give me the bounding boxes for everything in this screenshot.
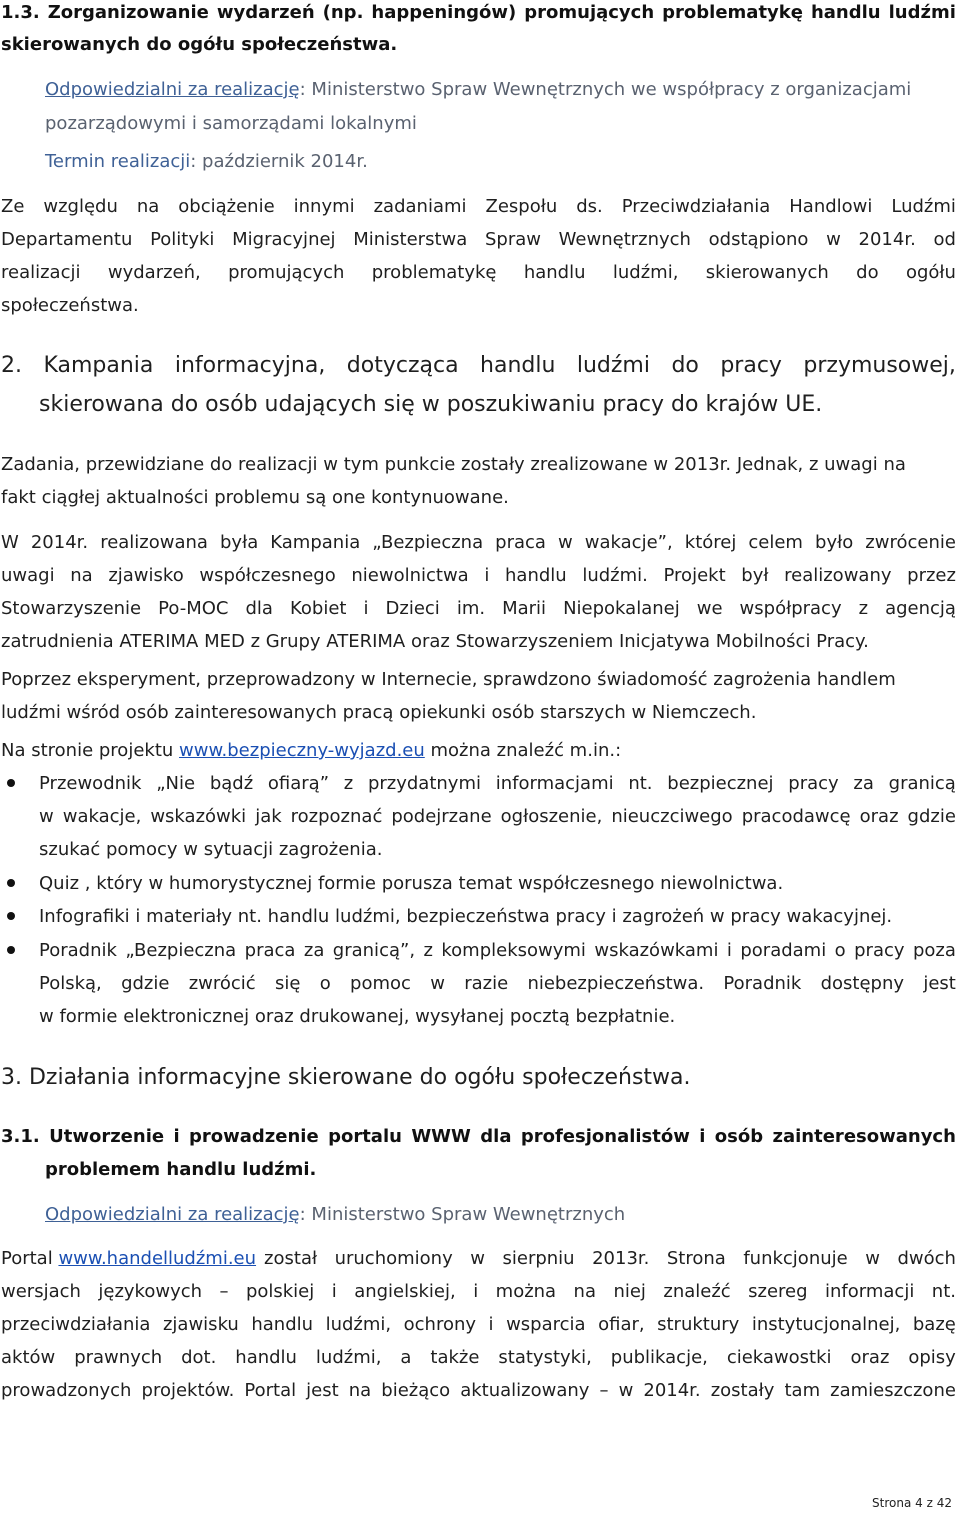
responsible-line — [45, 78, 911, 102]
para-2-2-line1: W 2014r. realizowana była Kampania „Bezpieczna praca w wakacje”, której celem było zwrócenie — [1, 532, 956, 553]
para-2-3-line1: Poprzez eksperyment, przeprowadzony w Internecie, sprawdzono świadomość zagrożenia handlem — [1, 669, 896, 690]
portal-prefix-text: Portal — [1, 1248, 59, 1269]
para-3-1-line1 — [1, 1247, 956, 1271]
responsible-label: Odpowiedzialni za realizację — [45, 79, 300, 100]
para-2-3-line2: ludźmi wśród osób zainteresowanych pracą opiekunki osób starszych w Niemczech. — [1, 702, 757, 723]
para-2-1-line1: Zadania, przewidziane do realizacji w tym punkcie zostały zrealizowane w 2013r. Jednak, z uwagi na — [1, 454, 906, 475]
para-2-2-line4: zatrudnienia ATERIMA MED z Grupy ATERIMA oraz Stowarzyszeniem Inicjatywa Mobilności Pracy. — [1, 631, 869, 652]
bullet-4-line3: w formie elektronicznej oraz drukowanej, wysyłanej pocztą bezpłatnie. — [39, 1006, 676, 1027]
para-1-3-line4: społeczeństwa. — [1, 295, 139, 316]
portal-website-link[interactable]: www.handelludźmi.eu — [58, 1248, 257, 1269]
term-line — [45, 150, 368, 174]
para-3-1-line4: aktów prawnych dot. handlu ludźmi, a także statystyki, publikacje, ciekawostki oraz opisy — [1, 1347, 956, 1368]
para-3-1-line3: przeciwdziałania zjawisku handlu ludźmi, ochrony i wsparcia ofiar, struktury instytucjonalnej, bazę — [1, 1314, 956, 1335]
bullet-3-line1: Infografiki i materiały nt. handlu ludźmi, bezpieczeństwa pracy i zagrożeń w pracy wakacyjnej. — [39, 906, 893, 927]
para-2-1-line2: fakt ciągłej aktualności problemu są one kontynuowane. — [1, 487, 509, 508]
section-3-1-heading-cont: problemem handlu ludźmi. — [45, 1159, 317, 1180]
para-2-4-suffix: można znaleźć m.in.: — [424, 740, 622, 761]
para-1-3-line1: Ze względu na obciążenie innymi zadaniami Zespołu ds. Przeciwdziałania Handlowi Ludźmi — [1, 196, 956, 217]
responsible-3-1-label: Odpowiedzialni za realizację — [45, 1204, 300, 1225]
bullet-4-line2: Polską, gdzie zwrócić się o pomoc w razie niebezpieczeństwa. Poradnik dostępny jest — [39, 973, 956, 994]
section-1-3-heading-cont: skierowanych do ogółu społeczeństwa. — [1, 34, 398, 55]
para-2-2-line3: Stowarzyszenie Po-MOC dla Kobiet i Dzieci im. Marii Niepokalanej we współpracy z agencją — [1, 598, 956, 619]
bullet-2-line1: Quiz , który w humorystycznej formie porusza temat współczesnego niewolnictwa. — [39, 873, 784, 894]
responsible-value-cont: pozarządowymi i samorządami lokalnymi — [45, 113, 417, 134]
bullet-4-dot — [7, 946, 15, 954]
para-2-4 — [1, 739, 621, 763]
term-label: Termin realizacji — [45, 151, 191, 172]
bullet-1-line2: w wakacje, wskazówki jak rozpoznać podejrzane ogłoszenie, nieuczciwego pracodawcę oraz gdzie — [39, 806, 956, 827]
section-2-heading-cont: skierowana do osób udających się w poszukiwaniu pracy do krajów UE. — [39, 392, 823, 417]
section-3-heading: 3. Działania informacyjne skierowane do ogółu społeczeństwa. — [1, 1065, 691, 1090]
page-number: Strona 4 z 42 — [872, 1496, 952, 1510]
bullet-1-dot — [7, 779, 15, 787]
responsible-3-1-line — [45, 1203, 625, 1227]
bullet-3-dot — [7, 912, 15, 920]
para-2-4-prefix: Na stronie projektu — [1, 740, 180, 761]
bullet-1-line3: szukać pomocy w sytuacji zagrożenia. — [39, 839, 383, 860]
bullet-1-line1: Przewodnik „Nie bądź ofiarą” z przydatnymi informacjami nt. bezpiecznej pracy za granicą — [39, 773, 956, 794]
para-1-3-line3: realizacji wydarzeń, promujących problematykę handlu ludźmi, skierowanych do ogółu — [1, 262, 956, 283]
responsible-value: : Ministerstwo Spraw Wewnętrznych we współpracy z organizacjami — [299, 79, 912, 100]
section-2-heading: 2. Kampania informacyjna, dotycząca handlu ludźmi do pracy przymusowej, — [1, 353, 956, 378]
para-1-3-line2: Departamentu Polityki Migracyjnej Ministerstwa Spraw Wewnętrznych odstąpiono w 2014r. od — [1, 229, 956, 250]
bullet-4-line1: Poradnik „Bezpieczna praca za granicą”, z kompleksowymi wskazówkami i poradami o pracy poza — [39, 940, 956, 961]
section-3-1-heading: 3.1. Utworzenie i prowadzenie portalu WWW dla profesjonalistów i osób zainteresowanych — [1, 1126, 956, 1147]
project-website-link[interactable]: www.bezpieczny-wyjazd.eu — [179, 740, 425, 761]
para-2-2-line2: uwagi na zjawisko współczesnego niewolnictwa i handlu ludźmi. Projekt był realizowany przez — [1, 565, 956, 586]
bullet-2-dot — [7, 879, 15, 887]
term-value: : październik 2014r. — [190, 151, 368, 172]
responsible-3-1-value: : Ministerstwo Spraw Wewnętrznych — [299, 1204, 626, 1225]
para-3-1-line5: prowadzonych projektów. Portal jest na bieżąco aktualizowany – w 2014r. zostały tam zamieszczone — [1, 1380, 956, 1401]
section-1-3-heading: 1.3. Zorganizowanie wydarzeń (np. happeningów) promujących problematykę handlu ludźmi — [1, 2, 956, 23]
para-3-1-line2: wersjach językowych – polskiej i angielskiej, i można na niej znaleźć szereg informacji nt. — [1, 1281, 956, 1302]
portal-prefix — [1, 1247, 256, 1271]
portal-suffix: został uruchomiony w sierpniu 2013r. Strona funkcjonuje w dwóch — [264, 1248, 956, 1269]
